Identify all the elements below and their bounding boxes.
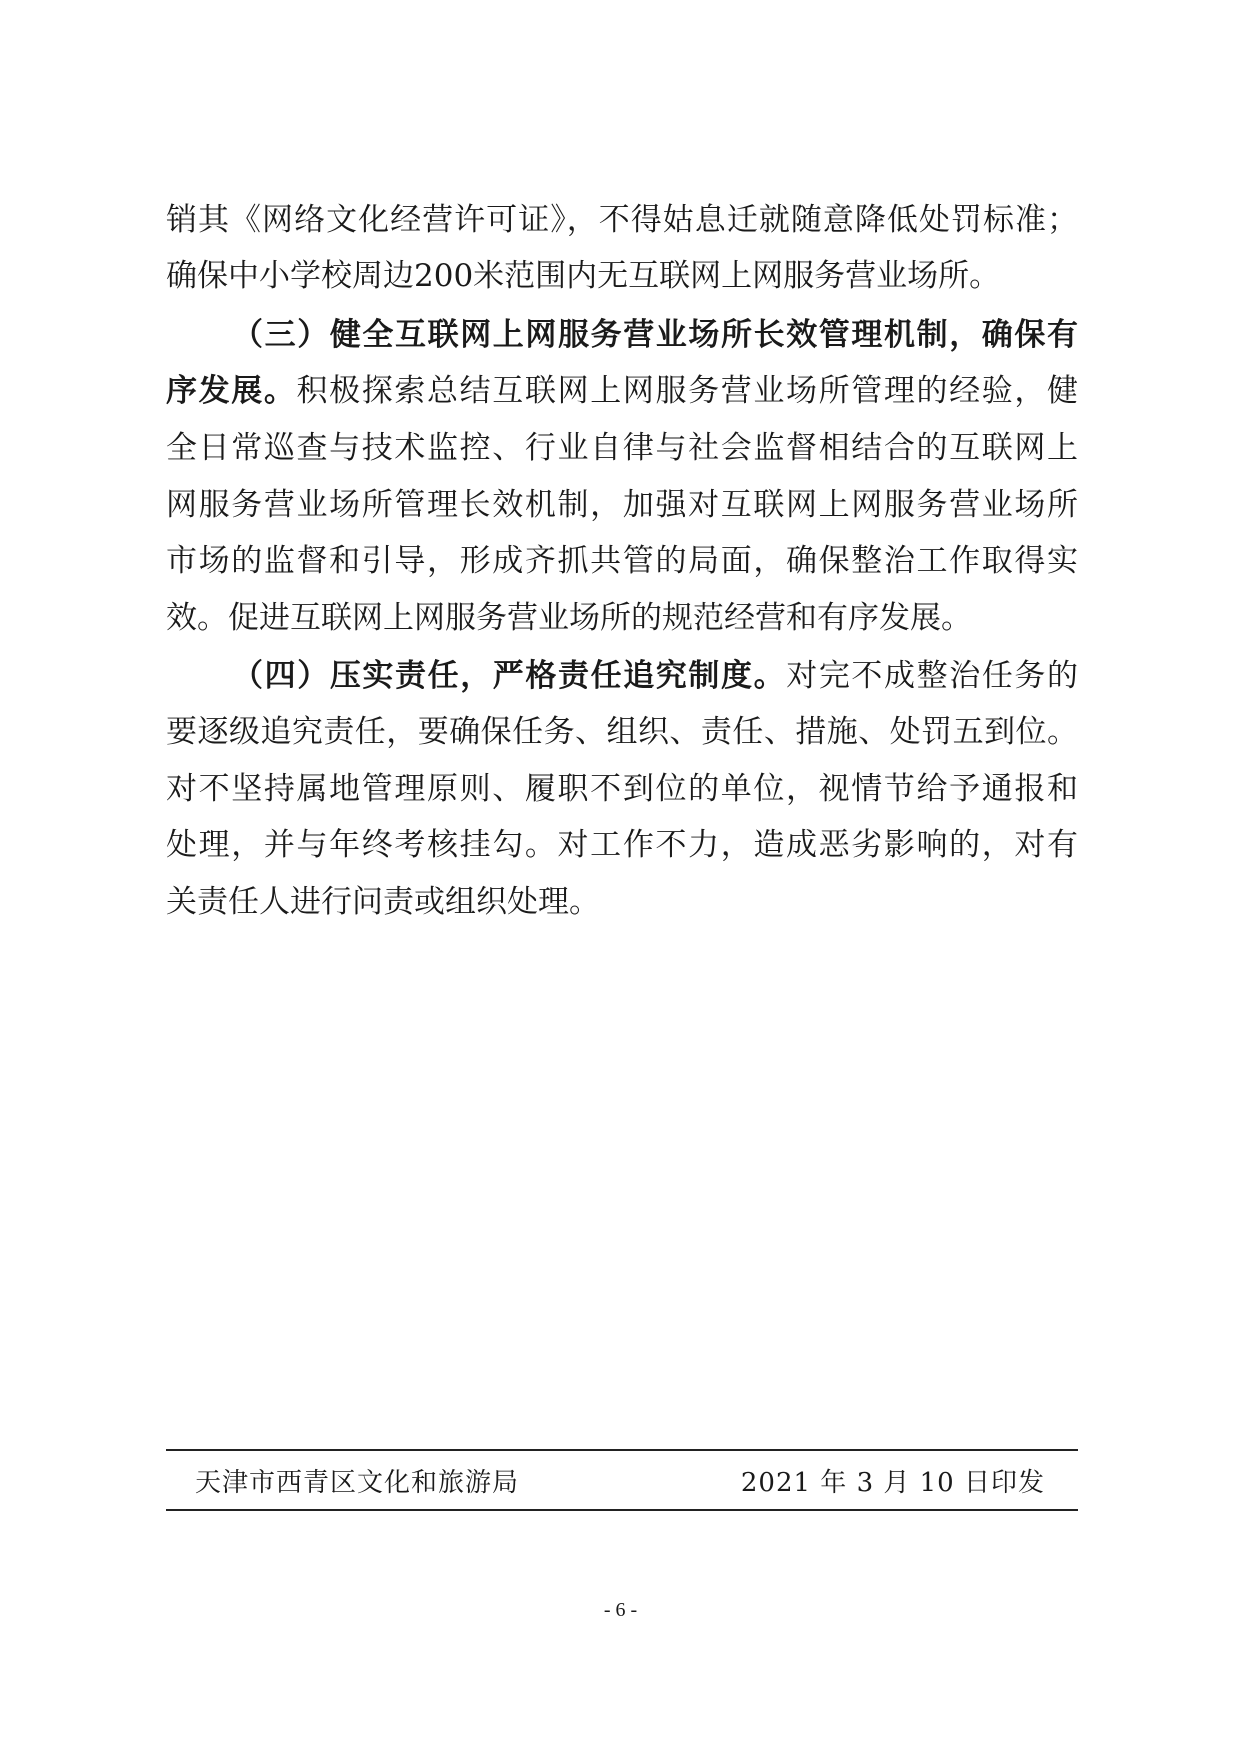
body-line-14: 关责任人进行问责或组织处理。 [166,884,600,920]
section-3-heading: 健全互联网上网服务营业场所长效管理机制，确保有 [329,317,1079,353]
footer-top-rule [166,1449,1078,1451]
section-3-heading-tail: 序发展。 [166,373,297,409]
body-line-12: 对不坚持属地管理原则、履职不到位的单位，视情节给予通报和 [166,771,1078,807]
body-line-6: 网服务营业场所管理长效机制，加强对互联网上网服务营业场所 [166,487,1078,523]
footer-bottom-rule [166,1509,1078,1511]
section-4-marker: （四） [232,658,330,694]
page-number: - 6 - [603,1599,638,1621]
section-4-text: 对完不成整治任务的 [786,658,1079,694]
body-line-1: 销其《网络文化经营许可证》，不得姑息迁就随意降低处罚标准； [166,202,1078,238]
footer-date: 2021 年 3 月 10 日印发 [740,1468,1045,1498]
footer-issuer: 天津市西青区文化和旅游局 [195,1468,520,1498]
section-4-heading: 压实责任，严格责任追究制度。 [329,658,787,694]
body-line-4 [166,371,1078,411]
body-line-2: 确保中小学校周边200米范围内无互联网上网服务营业场所。 [166,258,1001,294]
body-line-8: 效。促进互联网上网服务营业场所的规范经营和有序发展。 [166,600,972,636]
section-4-heading-line [232,656,1078,696]
body-line-11: 要逐级追究责任，要确保任务、组织、责任、措施、处罚五到位。 [166,714,1078,750]
body-line-13: 处理，并与年终考核挂勾。对工作不力，造成恶劣影响的，对有 [166,827,1078,863]
section-3-marker: （三） [232,317,330,353]
body-line-4-text: 积极探索总结互联网上网服务营业场所管理的经验，健 [296,373,1079,409]
body-line-5: 全日常巡查与技术监控、行业自律与社会监督相结合的互联网上 [166,430,1078,466]
body-line-7: 市场的监督和引导，形成齐抓共管的局面，确保整治工作取得实 [166,543,1078,579]
section-3-heading-line [232,315,1078,355]
